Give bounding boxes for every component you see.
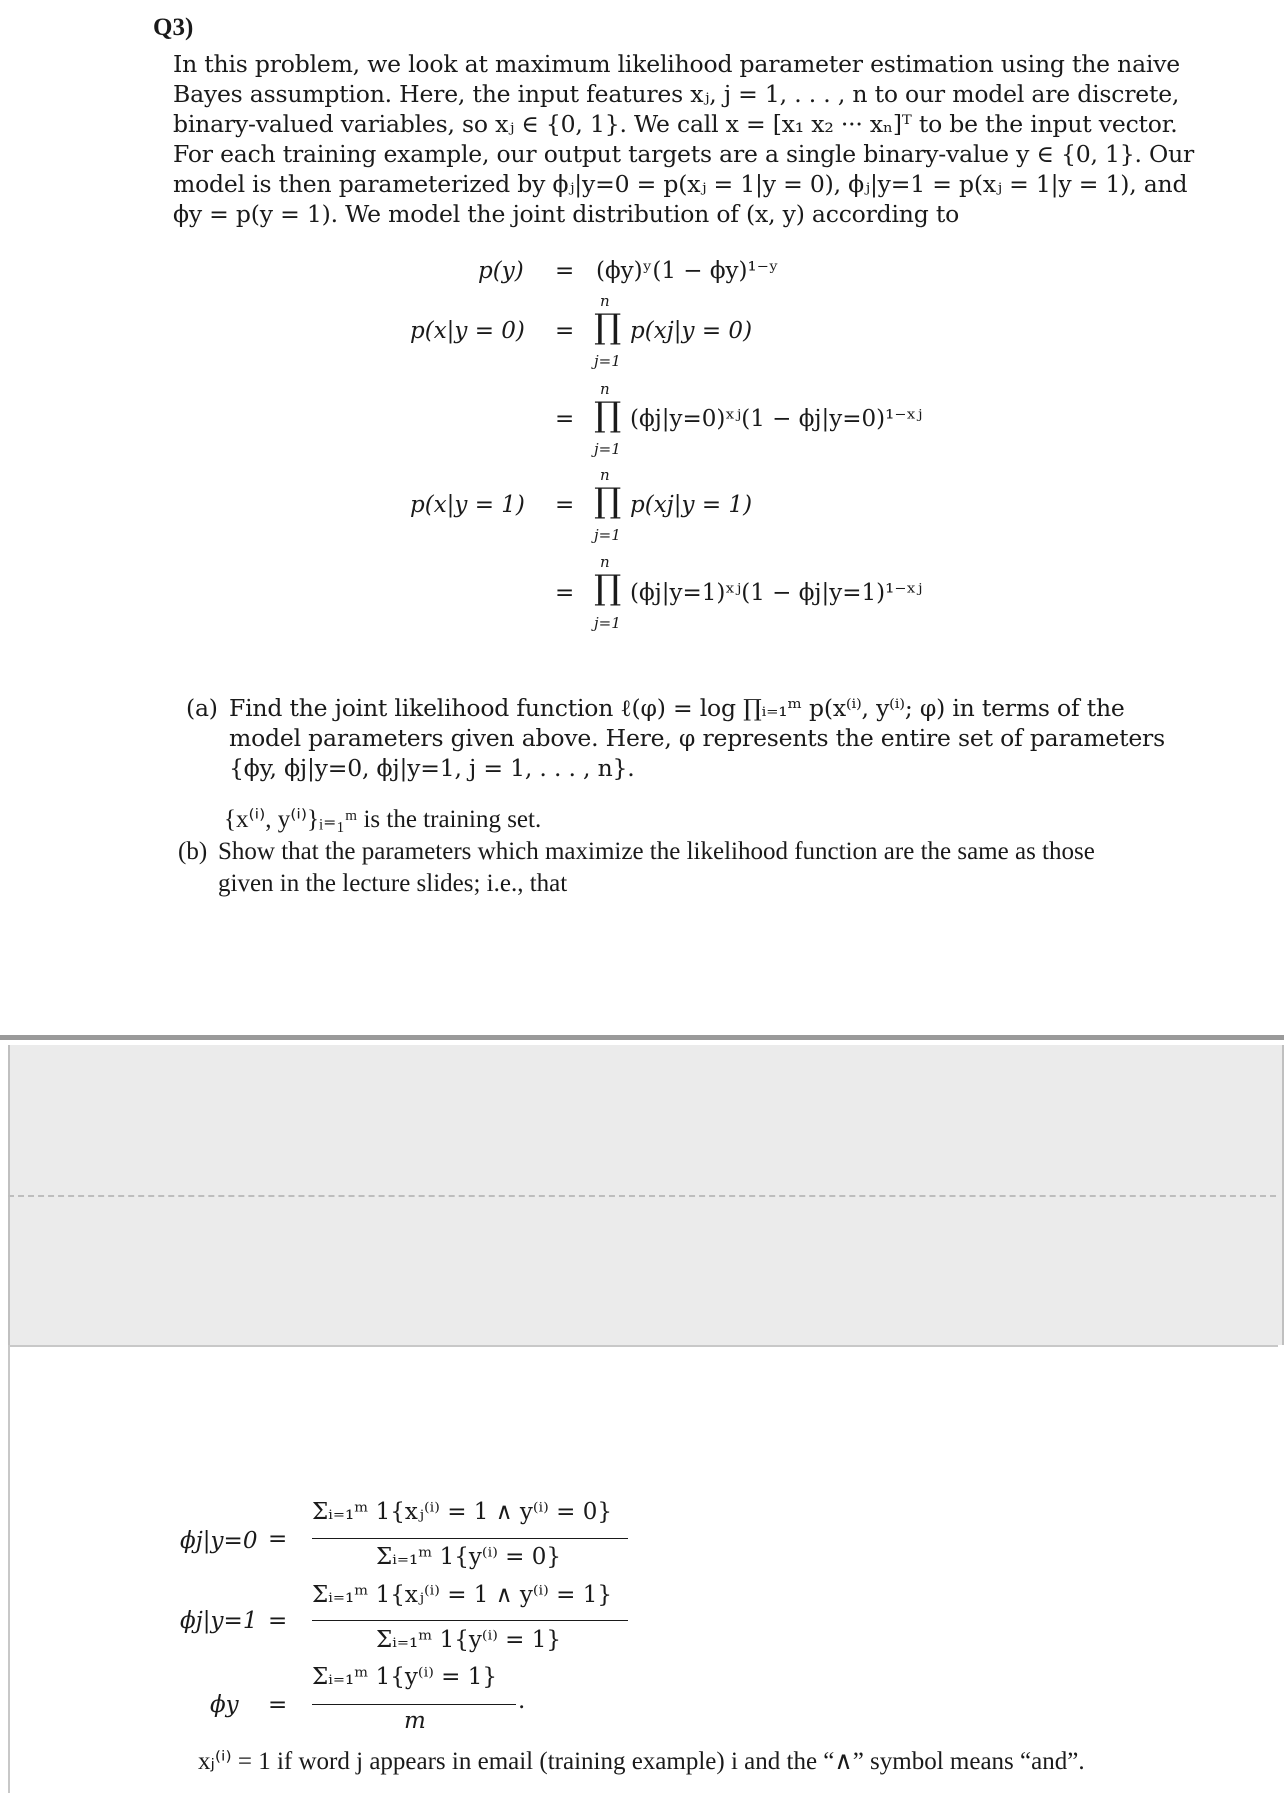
phi0-fraction-bar — [312, 1538, 628, 1539]
intro-line-3: binary-valued variables, so xⱼ ∈ {0, 1}. We call x = [x₁ x₂ ··· xₙ]ᵀ to be the input vector. — [173, 110, 1178, 138]
phi1-numerator: Σᵢ₌₁ᵐ 1{xⱼ⁽ⁱ⁾ = 1 ∧ y⁽ⁱ⁾ = 1} — [312, 1582, 612, 1608]
intro-line-1: In this problem, we look at maximum likelihood parameter estimation using the naive — [173, 50, 1180, 78]
eq-px0-rhs2: (ϕj|y=0)ˣʲ(1 − ϕj|y=0)¹⁻ˣʲ — [630, 406, 923, 432]
phi1-equals: = — [268, 1608, 288, 1634]
part-b-line-2: given in the lecture slides; i.e., that — [218, 870, 568, 897]
eq-equals-2: = — [555, 318, 575, 344]
training-set-note: {x⁽ⁱ⁾, y⁽ⁱ⁾}ᵢ₌₁ᵐ is the training set. — [224, 806, 542, 833]
eq-py-rhs: (ϕy)ʸ(1 − ϕy)¹⁻ʸ — [596, 258, 779, 284]
phi1-fraction-bar — [312, 1620, 628, 1621]
intro-line-4: For each training example, our output targets are a single binary-value y ∈ {0, 1}. Our — [173, 140, 1195, 168]
page-break-divider — [8, 1195, 1276, 1197]
eq-equals-1: = — [555, 258, 575, 284]
prod-lower-1: j=1 — [594, 352, 621, 370]
part-b-line-1: Show that the parameters which maximize the likelihood function are the same as those — [218, 838, 1095, 865]
eq-py-lhs: p(y) — [478, 258, 524, 284]
part-a-label: (a) — [186, 694, 218, 722]
eq-px0-rhs1: p(xj|y = 0) — [630, 318, 753, 344]
prod-lower-4: j=1 — [594, 614, 621, 632]
intro-line-5: model is then parameterized by ϕⱼ|y=0 = p(xⱼ = 1|y = 0), ϕⱼ|y=1 = p(xⱼ = 1|y = 1), and — [173, 170, 1188, 198]
eq-px0-lhs: p(x|y = 0) — [410, 318, 525, 344]
intro-line-6: ϕy = p(y = 1). We model the joint distribution of (x, y) according to — [173, 200, 960, 228]
phi0-denominator: Σᵢ₌₁ᵐ 1{y⁽ⁱ⁾ = 0} — [376, 1544, 562, 1570]
product-symbol-1: ∏ — [594, 307, 622, 347]
phi0-equals: = — [268, 1526, 288, 1552]
phi1-lhs: ϕj|y=1 — [180, 1608, 258, 1634]
eq-px1-lhs: p(x|y = 1) — [410, 492, 525, 518]
indicator-footnote: xⱼ⁽ⁱ⁾ = 1 if word j appears in email (training example) i and the “∧” symbol means “and”. — [198, 1748, 1085, 1775]
part-a-line-1: Find the joint likelihood function ℓ(φ) = log ∏ᵢ₌₁ᵐ p(x⁽ⁱ⁾, y⁽ⁱ⁾; φ) in terms of the — [229, 694, 1125, 722]
eq-equals-5: = — [555, 580, 575, 606]
prod-lower-2: j=1 — [594, 440, 621, 458]
product-symbol-2: ∏ — [594, 395, 622, 435]
eq-equals-4: = — [555, 492, 575, 518]
phiy-lhs: ϕy — [210, 1692, 239, 1718]
phi0-lhs: ϕj|y=0 — [180, 1528, 258, 1554]
phiy-period: . — [518, 1688, 526, 1714]
eq-px1-rhs1: p(xj|y = 1) — [630, 492, 753, 518]
part-b-label: (b) — [178, 838, 208, 865]
continuation-panel — [8, 1345, 1278, 1793]
product-symbol-4: ∏ — [594, 568, 622, 608]
part-a-line-2: model parameters given above. Here, φ represents the entire set of parameters — [229, 724, 1165, 752]
eq-px1-rhs2: (ϕj|y=1)ˣʲ(1 − ϕj|y=1)¹⁻ˣʲ — [630, 580, 923, 606]
eq-equals-3: = — [555, 406, 575, 432]
intro-line-2: Bayes assumption. Here, the input features xⱼ, j = 1, . . . , n to our model are discrete, — [173, 80, 1180, 108]
phi1-denominator: Σᵢ₌₁ᵐ 1{y⁽ⁱ⁾ = 1} — [376, 1627, 562, 1653]
phiy-numerator: Σᵢ₌₁ᵐ 1{y⁽ⁱ⁾ = 1} — [312, 1664, 498, 1690]
phiy-fraction-bar — [312, 1704, 516, 1705]
product-symbol-3: ∏ — [594, 481, 622, 521]
phi0-numerator: Σᵢ₌₁ᵐ 1{xⱼ⁽ⁱ⁾ = 1 ∧ y⁽ⁱ⁾ = 0} — [312, 1499, 612, 1525]
part-a-line-3: {ϕy, ϕj|y=0, ϕj|y=1, j = 1, . . . , n}. — [229, 754, 635, 782]
question-title: Q3) — [153, 14, 194, 41]
phiy-denominator: m — [404, 1708, 426, 1734]
prod-upper-1: n — [600, 292, 610, 310]
prod-lower-3: j=1 — [594, 526, 621, 544]
prod-upper-4: n — [600, 553, 610, 571]
phiy-equals: = — [268, 1692, 288, 1718]
prod-upper-2: n — [600, 380, 610, 398]
prod-upper-3: n — [600, 466, 610, 484]
